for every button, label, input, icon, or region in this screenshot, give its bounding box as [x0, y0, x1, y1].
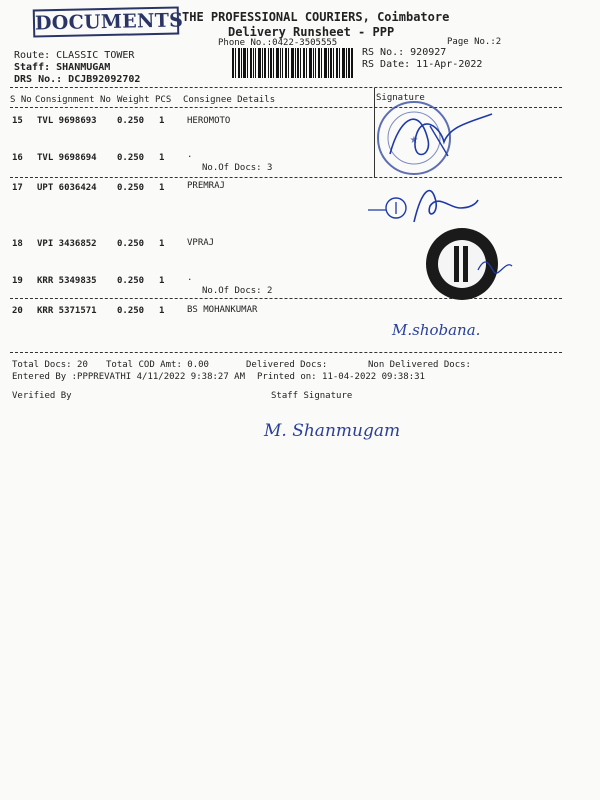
- row-17-consignment: UPT 6036424: [37, 183, 97, 193]
- row-19-pcs: 1: [159, 276, 165, 286]
- row-20-weight: 0.250: [117, 306, 145, 316]
- runsheet-title: Delivery Runsheet - PPP: [228, 25, 395, 39]
- row-16-doc-count: No.Of Docs: 3: [202, 163, 273, 173]
- printed-on: Printed on: 11-04-2022 09:38:31: [257, 372, 425, 382]
- route: Route: CLASSIC TOWER: [14, 50, 135, 61]
- verified-by-label: Verified By: [12, 391, 72, 401]
- row-19-weight: 0.250: [117, 276, 145, 286]
- row-16-consignee: .: [187, 150, 193, 160]
- documents-stamp: DOCUMENTS: [33, 6, 180, 37]
- row-17-consignee: PREMRAJ: [187, 181, 225, 191]
- table-bottom-rule: [10, 352, 562, 353]
- barcode-image: [232, 48, 354, 78]
- phone-number: Phone No.:0422-3505555: [218, 38, 338, 48]
- svg-text:★: ★: [409, 135, 419, 146]
- row-15-sno: 15: [12, 116, 23, 126]
- row-15-consignee: HEROMOTO: [187, 116, 231, 126]
- staff-signature-label: Staff Signature: [271, 391, 353, 401]
- delivered-docs: Delivered Docs:: [246, 360, 328, 370]
- row-20-sno: 20: [12, 306, 23, 316]
- page-number: Page No.:2: [447, 37, 502, 47]
- drs-number: DRS No.: DCJB92092702: [14, 74, 141, 85]
- company-name: THE PROFESSIONAL COURIERS, Coimbatore: [182, 10, 450, 24]
- row-20-handwritten-signature: [388, 314, 508, 344]
- staff-signature-text: M. Shanmugam: [264, 421, 401, 441]
- col-header-signature: Signature: [376, 93, 425, 103]
- row-17-pcs: 1: [159, 183, 165, 193]
- row-18-consignment: VPI 3436852: [37, 239, 97, 249]
- row-18-pcs: 1: [159, 239, 165, 249]
- non-delivered-docs: Non Delivered Docs:: [368, 360, 471, 370]
- col-header-consignee: Consignee Details: [183, 95, 276, 105]
- row-18-sno: 18: [12, 239, 23, 249]
- premraj-signature: [366, 178, 496, 228]
- row-20-pcs: 1: [159, 306, 165, 316]
- row-20-signature-text: M.shobana.: [392, 321, 481, 339]
- row-18-weight: 0.250: [117, 239, 145, 249]
- heromoto-stamp-and-signature: [370, 96, 570, 180]
- staff-handwritten-signature: [262, 412, 432, 446]
- rs-number: RS No.: 920927: [362, 47, 447, 58]
- staff-name: Staff: SHANMUGAM: [14, 62, 111, 73]
- row-19-sno: 19: [12, 276, 23, 286]
- table-top-rule: [10, 87, 562, 88]
- row-16-consignment: TVL 9698694: [37, 153, 97, 163]
- row-15-pcs: 1: [159, 116, 165, 126]
- row-16-pcs: 1: [159, 153, 165, 163]
- vpraj-company-seal: [420, 226, 540, 302]
- col-header-consignment: Consignment No: [35, 95, 111, 105]
- row-19-consignee: .: [187, 273, 193, 283]
- row-18-consignee: VPRAJ: [187, 238, 215, 248]
- row-15-weight: 0.250: [117, 116, 145, 126]
- row-19-doc-count: No.Of Docs: 2: [202, 286, 273, 296]
- row-16-weight: 0.250: [117, 153, 145, 163]
- col-header-weight: Weight: [117, 95, 150, 105]
- col-header-sno: S No: [10, 95, 32, 105]
- row-20-consignee: BS MOHANKUMAR: [187, 305, 258, 315]
- row-20-consignment: KRR 5371571: [37, 306, 97, 316]
- row-15-consignment: TVL 9698693: [37, 116, 97, 126]
- row-17-sno: 17: [12, 183, 23, 193]
- rs-date: RS Date: 11-Apr-2022: [362, 59, 483, 70]
- col-header-pcs: PCS: [155, 95, 172, 105]
- row-17-weight: 0.250: [117, 183, 145, 193]
- total-docs: Total Docs: 20: [12, 360, 88, 370]
- entered-by: Entered By :PPPREVATHI 4/11/2022 9:38:27 AM: [12, 372, 245, 382]
- row-16-sno: 16: [12, 153, 23, 163]
- total-cod-amount: Total COD Amt: 0.00: [106, 360, 209, 370]
- row-19-consignment: KRR 5349835: [37, 276, 97, 286]
